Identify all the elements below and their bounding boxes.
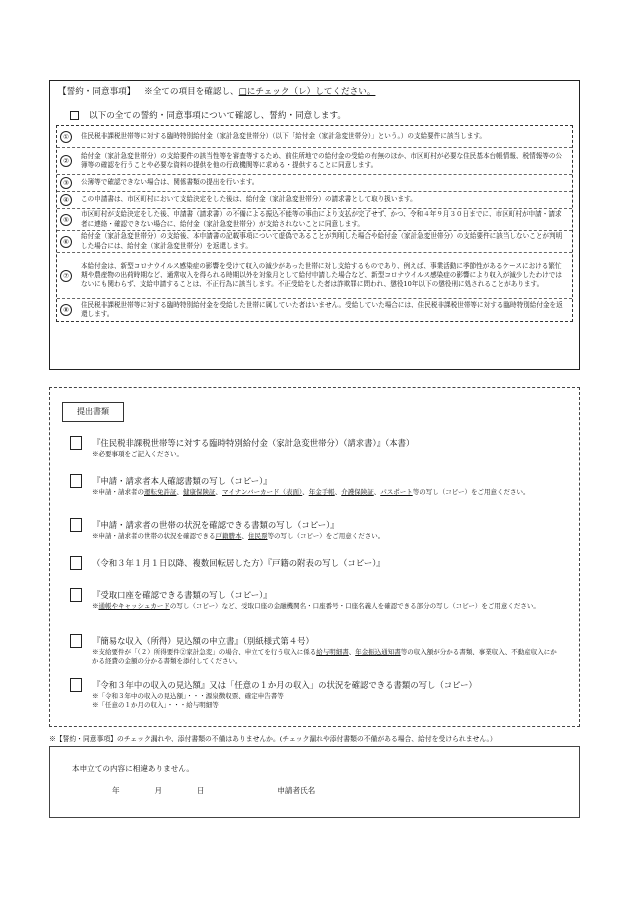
agreement-item-text: 公簿等で確認できない場合は、関係書類の提出を行います。: [81, 178, 259, 187]
note-text: 年金手帳: [308, 488, 335, 496]
agree-all-label: 以下の全ての誓約・同意事項について確認し、誓約・同意します。: [89, 111, 346, 121]
agreement-item: [57, 175, 572, 192]
note-text: ※支給要件が「（２）所得要件②家計急変」の場合、申立てを行う収入に係る: [92, 648, 317, 656]
agreement-section: [49, 80, 580, 370]
date-name-line: [112, 785, 315, 796]
document-checkbox[interactable]: [70, 678, 82, 692]
agree-all-row: [70, 109, 346, 121]
document-title: 『受取口座を確認できる書類の写し（コピー）』: [92, 590, 272, 600]
document-note: [92, 488, 562, 497]
document-title: （令和３年１月１日以降、複数回転居した方）『戸籍の附表の写し（コピー）』: [92, 558, 385, 568]
document-checkbox[interactable]: [70, 436, 82, 450]
note-text: ※: [92, 602, 99, 610]
note-text: 介護保険証: [341, 488, 374, 496]
document-title: 『申請・請求者本人確認書類の写し（コピー）』: [92, 476, 272, 486]
note-text: 戸籍謄本: [215, 532, 242, 540]
day-label: 日: [196, 786, 205, 795]
agreement-item: [57, 231, 572, 253]
document-note: [92, 450, 562, 459]
declaration-text: 本申立ての内容に相違ありません。: [72, 764, 194, 773]
note-text: 、: [241, 532, 248, 540]
note-text: 、: [176, 488, 183, 496]
agreement-item-number: ⑥: [60, 236, 72, 248]
document-checkbox[interactable]: [70, 474, 82, 488]
agreement-item-number: ②: [60, 155, 72, 167]
agreement-item: [57, 192, 572, 209]
agreement-item-text: 住民税非課税世帯等に対する臨時特別給付金（家計急変世帯分）（以下「給付金（家計急変世帯分）」という。）の支給要件に該当します。: [81, 131, 486, 140]
document-note: [92, 602, 562, 611]
note-text: 給与明細書: [316, 648, 349, 656]
agreement-item-text: 住民税非課税世帯等に対する臨時特別給付金を受給した世帯に属していた者はいません。受給していた場合には、住民税非課税世帯等に対する臨時特別給付金を返還します。: [81, 300, 563, 318]
agreement-item-number: ④: [60, 194, 72, 206]
note-text: 等の写し（コピー）をご用意ください。: [412, 488, 530, 496]
document-title: 『住民税非課税世帯等に対する臨時特別給付金（家計急変世帯分）（請求書）』（本書）: [92, 438, 415, 448]
note-text: パスポート: [380, 488, 413, 496]
note-text: 、: [334, 488, 342, 496]
note-text: ※「任意の１か月の収入」・・・給与明細等: [92, 701, 219, 709]
agreement-instruction: ※全ての項目を確認し、: [144, 87, 239, 97]
agreement-item: [57, 209, 572, 231]
agreement-title: 【誓約・同意事項】: [58, 87, 136, 97]
submission-section: [49, 387, 580, 727]
agreement-item-text: 市区町村が支給決定をした後、申請書（請求書）の不備による振込不能等の事由により支払が完了せず、かつ、令和４年９月３０日までに、市区町村が申請・請求者に連絡・確認できない場合に、給付金（家計急変世帯分）が支給されないことに同意します。: [81, 210, 562, 228]
note-text: 、: [302, 488, 309, 496]
year-label: 年: [112, 786, 120, 795]
document-title: 『令和３年中の収入の見込額』又は「任意の１か月の収入」の状況を確認できる書類の写し（コピー）: [92, 680, 477, 690]
agreement-item: [57, 299, 572, 321]
note-text: マイナンバーカード（表面）: [222, 488, 303, 496]
agree-all-checkbox[interactable]: [70, 111, 79, 120]
note-text: 通帳やキャッシュカード: [98, 602, 170, 610]
declaration-section: [49, 746, 580, 818]
agreement-item: [57, 126, 572, 148]
note-text: 、: [215, 488, 222, 496]
document-note: [92, 532, 562, 541]
agreement-item-text: 本給付金は、新型コロナウイルス感染症の影響を受けて収入の減少があった世帯に対し支給するものであり、例えば、事業活動に季節性があるケースにおける繁忙期や農産物の出荷時期など、通常収入を得られる時期以外を対象月として給付申請した場合など、新型コロナウイルス感染症の影響により収入が減少したわけではないにも関わらず、支給申請することは、不正行為に該当します。不正受給をした者は詐欺罪に問われ、懲役10年以下の懲役刑に処されることがあります。: [81, 261, 562, 289]
note-text: ※申請・請求者の世帯の状況を確認できる: [92, 532, 216, 540]
document-checkbox[interactable]: [70, 634, 82, 648]
note-text: 等の写し（コピー）をご用意ください。: [267, 532, 385, 540]
document-title: 『申請・請求者の世帯の状況を確認できる書類の写し（コピー）』: [92, 520, 339, 530]
note-text: 、: [348, 648, 356, 656]
document-checkbox[interactable]: [70, 518, 82, 532]
note-text: ※「令和３年中の収入の見込額」・・・源泉徴収票、確定申告書等: [92, 692, 284, 700]
agreement-item: [57, 148, 572, 175]
agreement-header: [58, 85, 375, 97]
applicant-name-label: 申請者氏名: [277, 786, 316, 795]
document-checkbox[interactable]: [70, 588, 82, 602]
document-note: [92, 648, 562, 666]
note-text: ※必要事項をご記入ください。: [92, 450, 183, 458]
submission-header: 提出書類: [62, 402, 124, 422]
note-text: ※申請・請求者の: [92, 488, 144, 496]
agreement-instruction-underlined: □にチェック（レ）してください。: [238, 87, 376, 97]
note-text: 等の収入額が分かる書類、事業収入、不動産収入にかかる経費の金額の分かる書類を添付してください。: [92, 648, 557, 665]
agreement-item-text: この申請書は、市区町村において支給決定をした後は、給付金（家計急変世帯分）の請求書として取り扱います。: [81, 195, 417, 204]
agreement-item-number: ①: [60, 131, 72, 143]
document-title: 『簡易な収入（所得）見込額の申立書』（別紙様式第４号）: [92, 636, 314, 646]
agreement-item-number: ③: [60, 177, 72, 189]
document-note: [92, 692, 562, 710]
note-text: の写し（コピー）など、受取口座の金融機関名・口座番号・口座名義人を確認できる部分の写し（コピー）をご用意ください。: [169, 602, 540, 610]
note-text: 年金振込通知書: [355, 648, 401, 656]
note-text: 、: [373, 488, 381, 496]
note-text: 住民票: [248, 532, 268, 540]
month-label: 月: [154, 786, 163, 795]
agreement-item: [57, 253, 572, 299]
agreement-item-number: ⑦: [60, 270, 72, 282]
agreement-item-number: ⑧: [60, 304, 72, 316]
agreement-item-number: ⑤: [60, 214, 72, 226]
agreement-items-list: [56, 125, 573, 322]
note-text: 健康保険証: [183, 488, 216, 496]
document-checkbox[interactable]: [70, 556, 82, 570]
check-reminder-note: ※【誓約・同意事項】のチェック漏れや、添付書類の不備はありませんか。(チェック漏れや添付書類の不備がある場合、給付を受けられません。）: [49, 735, 497, 743]
agreement-item-text: 給付金（家計急変世帯分）の支給要件の該当性等を審査等するため、前住所地での給付金の受給の有無のほか、市区町村が必要な住民基本台帳情報、税情報等の公簿等の確認を行うことや必要な資料の提供を他の行政機関等に求める・提供することに同意します。: [81, 151, 563, 169]
agreement-item-text: 給付金（家計急変世帯分）の支給後、本申請書の記載事項について虚偽であることが判明した場合や給付金（家計急変世帯分）の支給要件に該当しないことが判明した場合には、給付金（家計急変世帯分）を返還します。: [81, 232, 563, 250]
note-text: 運転免許証: [144, 488, 177, 496]
